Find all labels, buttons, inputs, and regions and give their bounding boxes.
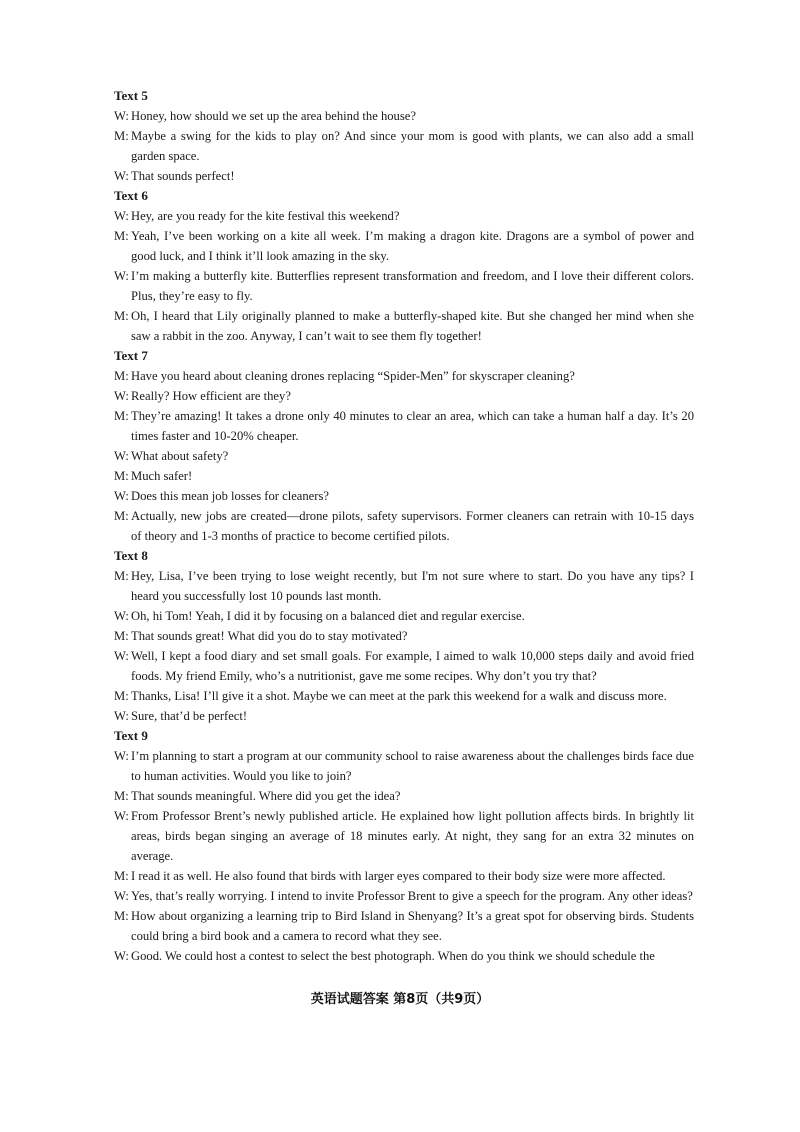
utterance-text: I’m planning to start a program at our community school to raise awareness about the challenges birds face due to human activities. Would you like to join?: [131, 749, 694, 783]
utterance-text: Does this mean job losses for cleaners?: [131, 489, 329, 503]
dialogue-line: [114, 706, 694, 726]
utterance-text: I read it as well. He also found that birds with larger eyes compared to their body size were more affected.: [131, 869, 666, 883]
dialogue-line: [114, 406, 694, 446]
speaker-label: M:: [114, 309, 129, 323]
speaker-label: W:: [114, 109, 129, 123]
dialogue-line: [114, 906, 694, 946]
utterance-text: Honey, how should we set up the area behind the house?: [131, 109, 416, 123]
utterance-text: That sounds perfect!: [131, 169, 235, 183]
utterance-text: That sounds great! What did you do to stay motivated?: [131, 629, 408, 643]
dialogue-line: [114, 366, 694, 386]
utterance-text: Actually, new jobs are created—drone pilots, safety supervisors. Former cleaners can retrain with 10-15 days of theory and 1-3 months of practice to become certified pilots.: [131, 509, 694, 543]
utterance-text: I’m making a butterfly kite. Butterflies represent transformation and freedom, and I love their different colors. Plus, they’re easy to fly.: [131, 269, 694, 303]
speaker-label: M:: [114, 129, 129, 143]
dialogue-line: [114, 106, 694, 126]
dialogue-line: [114, 606, 694, 626]
utterance-text: Good. We could host a contest to select the best photograph. When do you think we should schedule the: [131, 949, 655, 963]
dialogue-line: [114, 646, 694, 686]
utterance-text: Sure, that’d be perfect!: [131, 709, 248, 723]
utterance-text: Oh, hi Tom! Yeah, I did it by focusing on a balanced diet and regular exercise.: [131, 609, 525, 623]
dialogue-line: [114, 686, 694, 706]
speaker-label: M:: [114, 789, 129, 803]
dialogue-line: [114, 566, 694, 606]
speaker-label: W:: [114, 209, 129, 223]
dialogue-line: [114, 486, 694, 506]
speaker-label: W:: [114, 809, 129, 823]
speaker-label: M:: [114, 469, 129, 483]
dialogue-line: [114, 386, 694, 406]
dialogue-line: [114, 746, 694, 786]
utterance-text: From Professor Brent’s newly published article. He explained how light pollution affects birds. In brightly lit areas, birds began singing an average of 18 minutes early. At night, they sang for an extra 32 minutes on average.: [131, 809, 694, 863]
dialogue-line: [114, 866, 694, 886]
speaker-label: W:: [114, 709, 129, 723]
dialogue-line: [114, 626, 694, 646]
section-title: Text 9: [114, 728, 148, 743]
dialogue-line: [114, 806, 694, 866]
speaker-label: W:: [114, 389, 129, 403]
dialogue-line: [114, 446, 694, 466]
section-title: Text 8: [114, 548, 148, 563]
speaker-label: M:: [114, 569, 129, 583]
speaker-label: W:: [114, 649, 129, 663]
utterance-text: Maybe a swing for the kids to play on? And since your mom is good with plants, we can also add a small garden space.: [131, 129, 694, 163]
speaker-label: W:: [114, 269, 129, 283]
utterance-text: Hey, are you ready for the kite festival this weekend?: [131, 209, 400, 223]
page-footer: 英语试题答案 第8页（共9页）: [310, 992, 490, 1007]
speaker-label: W:: [114, 169, 129, 183]
speaker-label: W:: [114, 889, 129, 903]
utterance-text: Yeah, I’ve been working on a kite all week. I’m making a dragon kite. Dragons are a symbol of power and good luck, and I think it’ll look amazing in the sky.: [131, 229, 694, 263]
dialogue-line: [114, 266, 694, 306]
dialogue-line: [114, 306, 694, 346]
speaker-label: M:: [114, 869, 129, 883]
utterance-text: Hey, Lisa, I’ve been trying to lose weight recently, but I'm not sure where to start. Do you have any tips? I heard you successfully lost 10 pounds last month.: [131, 569, 694, 603]
dialogue-line: [114, 126, 694, 166]
dialogue-line: [114, 506, 694, 546]
utterance-text: Well, I kept a food diary and set small goals. For example, I aimed to walk 10,000 steps daily and avoid fried foods. My friend Emily, who’s a nutritionist, gave me some recipes. Why don’t you try that?: [131, 649, 694, 683]
speaker-label: W:: [114, 489, 129, 503]
dialogue-line: [114, 226, 694, 266]
utterance-text: What about safety?: [131, 449, 229, 463]
dialogue-line: [114, 946, 694, 966]
dialogue-line: [114, 166, 694, 186]
dialogue-line: [114, 466, 694, 486]
speaker-label: M:: [114, 409, 129, 423]
speaker-label: M:: [114, 509, 129, 523]
dialogue-line: [114, 206, 694, 226]
speaker-label: M:: [114, 229, 129, 243]
utterance-text: They’re amazing! It takes a drone only 40 minutes to clear an area, which can take a human half a day. It’s 20 times faster and 10-20% cheaper.: [131, 409, 694, 443]
utterance-text: That sounds meaningful. Where did you get the idea?: [131, 789, 401, 803]
speaker-label: W:: [114, 609, 129, 623]
speaker-label: M:: [114, 629, 129, 643]
utterance-text: Thanks, Lisa! I’ll give it a shot. Maybe we can meet at the park this weekend for a walk and discuss more.: [131, 689, 667, 703]
section-title: Text 6: [114, 188, 148, 203]
speaker-label: W:: [114, 749, 129, 763]
speaker-label: W:: [114, 949, 129, 963]
transcript-body: [114, 86, 694, 966]
dialogue-line: [114, 786, 694, 806]
speaker-label: M:: [114, 369, 129, 383]
speaker-label: M:: [114, 689, 129, 703]
utterance-text: How about organizing a learning trip to Bird Island in Shenyang? It’s a great spot for observing birds. Students could bring a bird book and a camera to record what they see.: [131, 909, 694, 943]
utterance-text: Have you heard about cleaning drones replacing “Spider-Men” for skyscraper cleaning?: [131, 369, 575, 383]
utterance-text: Much safer!: [131, 469, 193, 483]
utterance-text: Oh, I heard that Lily originally planned to make a butterfly-shaped kite. But she changed her mind when she saw a rabbit in the zoo. Anyway, I can’t wait to see them fly together!: [131, 309, 694, 343]
section-title: Text 7: [114, 348, 148, 363]
section-title: Text 5: [114, 88, 148, 103]
speaker-label: W:: [114, 449, 129, 463]
speaker-label: M:: [114, 909, 129, 923]
dialogue-line: [114, 886, 694, 906]
utterance-text: Really? How efficient are they?: [131, 389, 291, 403]
utterance-text: Yes, that’s really worrying. I intend to invite Professor Brent to give a speech for the program. Any other ideas?: [131, 889, 693, 903]
